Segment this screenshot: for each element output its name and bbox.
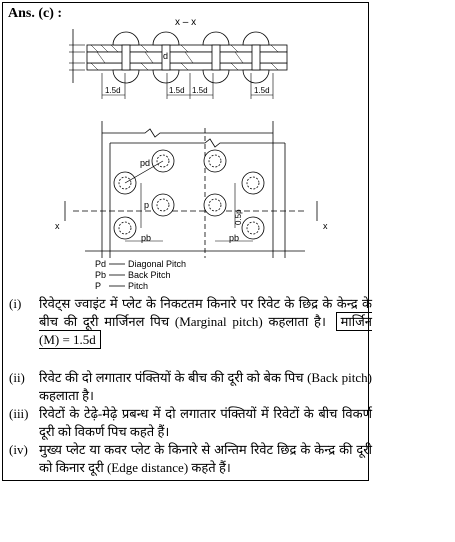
dim-05p-label: 0.5p [234, 209, 243, 225]
x-label-right: x [323, 221, 328, 231]
dim-1-5d-label: 1.5d [105, 86, 121, 95]
legend-sym: Pd [95, 259, 107, 269]
pb-label: pb [141, 233, 152, 243]
item-text [39, 295, 372, 349]
answer-label: Ans. (c) : [8, 6, 63, 21]
item-text: मुख्य प्लेट या कवर प्लेट के किनारे से अन्तिम रिवेट छिद्र के केन्द्र की दूरी को किनार दूरी (Edge distance) कहते हैं। [39, 442, 372, 475]
dim-1-5d-label: 1.5d [169, 86, 185, 95]
legend-text: Pitch [128, 281, 149, 291]
answer-box [2, 2, 372, 481]
item-number: (iii) [9, 406, 29, 421]
legend-text: Back Pitch [128, 270, 171, 280]
p-label: p [144, 200, 150, 210]
item-body: रिवेट्स ज्वाइंट में प्लेट के निकटतम किनारे पर रिवेट के छिद्र के केन्द्र के बीच की दूरी मार्जिनल पिच (Marginal pitch) कहलाता है। [39, 296, 372, 329]
dim-1-5d-label: 1.5d [254, 86, 270, 95]
item-text: रिवेटों के टेढ़े-मेढ़े प्रबन्ध में दो लगातार पंक्तियों में रिवेटों के बीच विकर्ण दूरी को विकर्ण पिच कहते हैं। [39, 406, 372, 439]
item-number: (ii) [9, 370, 25, 385]
riveted-joint-figure [5, 3, 370, 293]
item-text: रिवेट की दो लगातार पंक्तियों के बीच की दूरी को बेक पिच (Back pitch) कहलाता है। [39, 370, 372, 403]
pb-label: pb [229, 233, 240, 243]
item-number: (i) [9, 296, 22, 311]
legend [95, 259, 186, 291]
legend-sym: Pb [95, 270, 107, 280]
dim-d-label: d [163, 51, 169, 61]
section-label: x – x [175, 17, 197, 28]
legend-sym: P [95, 281, 102, 291]
item-number: (iv) [9, 442, 28, 457]
x-label-left: x [55, 221, 60, 231]
legend-text: Diagonal Pitch [128, 259, 187, 269]
margin-formula: मार्जिन (M) = 1.5d [39, 314, 372, 347]
dim-1-5d-label: 1.5d [192, 86, 208, 95]
pd-label: pd [140, 158, 151, 168]
